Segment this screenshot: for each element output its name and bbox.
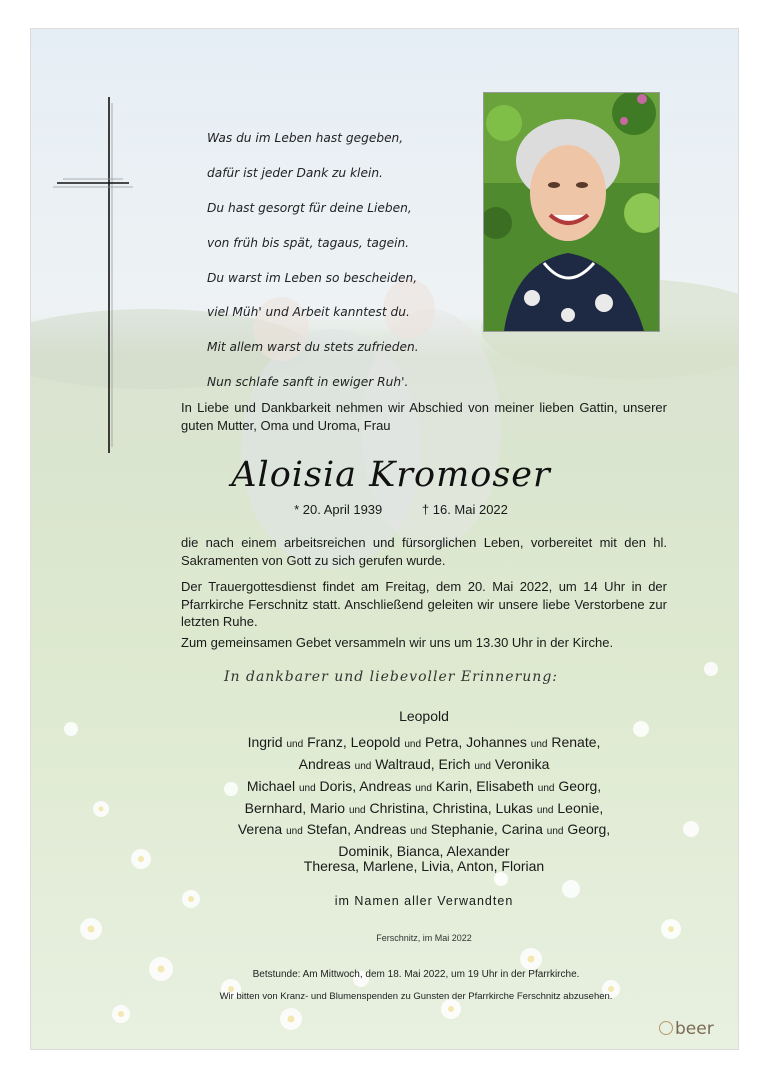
conjunction: und <box>286 826 303 837</box>
children-block <box>181 733 667 776</box>
relatives-signature: im Namen aller Verwandten <box>334 894 514 908</box>
conjunction: und <box>415 783 432 794</box>
family-names: Andreas <box>298 755 351 772</box>
family-names: Dominik, Bianca, Alexander <box>338 842 510 859</box>
prayer-text: Zum gemeinsamen Gebet versammeln wir uns um 13.30 Uhr in der Kirche. <box>181 635 614 650</box>
family-names: Franz, Leopold <box>307 734 401 750</box>
memory-heading: In dankbarer und liebevoller Erinnerung: <box>224 669 558 685</box>
logo-text: beer <box>675 1019 714 1039</box>
family-names: Christina, Christina, Lukas <box>369 799 533 816</box>
conjunction: und <box>354 760 372 772</box>
conjunction: und <box>404 739 422 750</box>
life-dates <box>181 502 621 517</box>
family-names: Veronika <box>494 755 550 772</box>
passing-text: die nach einem arbeitsreichen und fürsorglichen Leben, vorbereitet mit den hl. Sakramenten von Gott zu sich gerufen wurde. <box>181 535 667 568</box>
poem-line: Du hast gesorgt für deine Lieben, <box>207 201 412 216</box>
conjunction: und <box>546 826 564 837</box>
husband-name: Leopold <box>399 708 449 724</box>
family-names: Waltraud, Erich <box>375 755 471 772</box>
death-date: † 16. Mai 2022 <box>421 502 508 517</box>
family-line <box>181 755 667 777</box>
family-names: Stefan, Andreas <box>306 821 407 837</box>
conjunction: und <box>474 760 491 772</box>
logo-emblem-icon <box>659 1021 673 1035</box>
family-names: Georg, <box>567 821 611 837</box>
poem-line: dafür ist jeder Dank zu klein. <box>207 166 383 181</box>
family-names: Bernhard, Mario <box>244 799 346 816</box>
conjunction: und <box>530 739 548 750</box>
birth-date: * 20. April 1939 <box>294 502 383 517</box>
family-names: Michael <box>246 778 296 794</box>
poem-line: Was du im Leben hast gegeben, <box>207 131 404 146</box>
family-names: Verena <box>237 821 283 837</box>
poem-line: viel Müh' und Arbeit kanntest du. <box>207 305 410 320</box>
conjunction: und <box>348 804 366 816</box>
family-names: Petra, Johannes <box>424 734 527 750</box>
family-names: Leonie, <box>557 799 604 816</box>
great-grandchildren-line <box>181 857 667 877</box>
intro-text: In Liebe und Dankbarkeit nehmen wir Abschied von meiner lieben Gattin, unserer guten Mutter, Oma und Uroma, Frau <box>181 400 667 433</box>
grandchildren-block <box>181 777 667 861</box>
cross-icon <box>53 95 133 457</box>
family-names: Doris, Andreas <box>319 778 412 794</box>
poem-line: Du warst im Leben so bescheiden, <box>207 270 418 285</box>
family-names: Renate, <box>551 734 601 750</box>
poem-line: Nun schlafe sanft in ewiger Ruh'. <box>207 375 409 390</box>
conjunction: und <box>298 783 316 794</box>
family-names: Ingrid <box>247 734 283 750</box>
family-line <box>181 733 667 755</box>
parte-card <box>30 28 739 1050</box>
memorial-poem <box>207 113 467 409</box>
funeral-home-logo <box>659 1019 714 1039</box>
deceased-name: Aloisia Kromoser <box>231 455 551 495</box>
conjunction: und <box>537 783 555 794</box>
family-names: Stephanie, Carina <box>430 821 543 837</box>
poem-line: Mit allem warst du stets zufrieden. <box>207 340 419 355</box>
family-line <box>181 777 667 799</box>
family-names: Theresa, Marlene, Livia, Anton, Florian <box>303 858 545 874</box>
conjunction: und <box>536 804 554 816</box>
service-text: Der Trauergottesdienst findet am Freitag, dem 20. Mai 2022, um 14 Uhr in der Pfarrkirche Ferschnitz statt. Anschließend geleiten wir unsere liebe Verstorbene zur letzten Ruhe. <box>181 579 667 629</box>
conjunction: und <box>286 739 304 750</box>
husband-line <box>181 707 667 727</box>
poem-line: von früh bis spät, tagaus, tagein. <box>207 235 410 250</box>
family-names: Georg, <box>558 778 602 794</box>
family-names: Karin, Elisabeth <box>435 778 534 794</box>
place-date: Ferschnitz, im Mai 2022 <box>376 933 472 943</box>
donation-notice: Wir bitten von Kranz- und Blumenspenden zu Gunsten der Pfarrkirche Ferschnitz abzusehen. <box>219 991 613 1002</box>
portrait-photo <box>483 92 660 332</box>
family-line <box>181 820 667 842</box>
family-line <box>181 799 667 821</box>
wake-notice: Betstunde: Am Mittwoch, dem 18. Mai 2022, um 19 Uhr in der Pfarrkirche. <box>252 969 580 980</box>
conjunction: und <box>410 826 427 837</box>
